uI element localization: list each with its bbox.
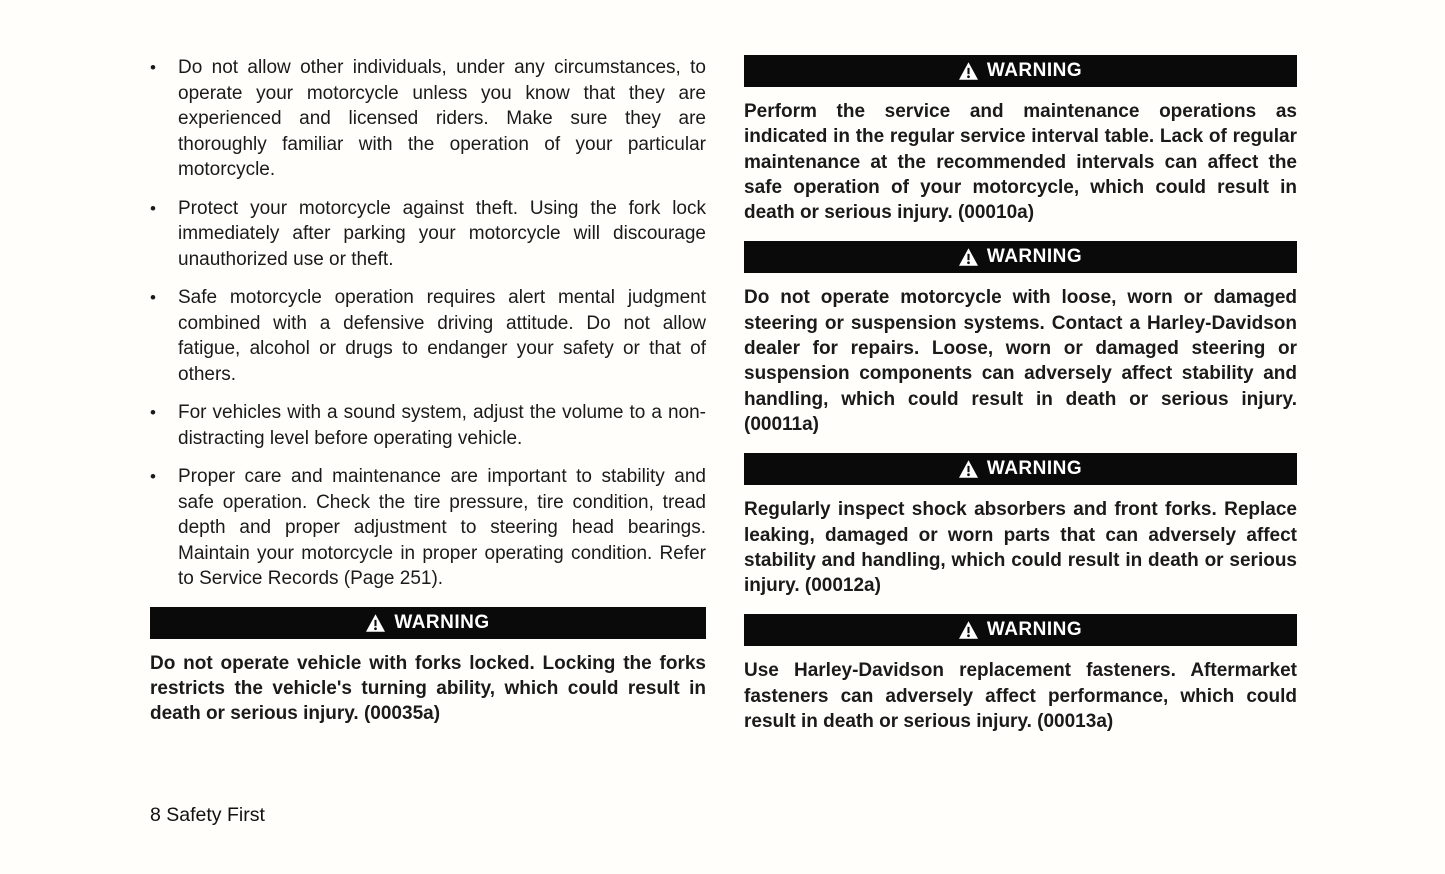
bullet-marker: • bbox=[150, 288, 156, 307]
bullet-marker: • bbox=[150, 467, 156, 486]
left-column bbox=[150, 55, 706, 742]
warning-banner bbox=[744, 453, 1297, 485]
warning-triangle-icon bbox=[959, 460, 978, 478]
warning-body: Perform the service and maintenance operations as indicated in the regular service interval table. Lack of regular maintenance at the recommended intervals can affect the safe operation of your motorcycle, which could result in death or serious injury. (00010a) bbox=[744, 101, 1297, 224]
warning-banner bbox=[150, 607, 706, 639]
bullet-marker: • bbox=[150, 198, 156, 218]
warning-triangle-icon bbox=[959, 248, 978, 266]
bullet-text: For vehicles with a sound system, adjust the volume to a non-distracting level before operating vehicle. bbox=[178, 402, 706, 449]
bullet-text: Do not allow other individuals, under any circumstances, to operate your motorcycle unless you know that they are experienced and licensed riders. Make sure they are thoroughly familiar with the operation of your particular motorcycle. bbox=[178, 57, 706, 180]
list-item bbox=[150, 285, 706, 387]
list-item bbox=[150, 55, 706, 183]
warning-banner bbox=[744, 241, 1297, 273]
warning-triangle-icon bbox=[959, 621, 978, 639]
bullet-text: Safe motorcycle operation requires alert mental judgment combined with a defensive driving attitude. Do not allow fatigue, alcohol or drugs to endanger your safety or that of others. bbox=[178, 287, 706, 385]
warning-body: Do not operate motorcycle with loose, worn or damaged steering or suspension systems. Contact a Harley-Davidson dealer for repairs. Loose, worn or damaged steering or suspension components can adversely affect stability and handling, which could result in death or serious injury. (00011a) bbox=[744, 287, 1297, 435]
bullet-text: Proper care and maintenance are important to stability and safe operation. Check the tire pressure, tire condition, tread depth and proper adjustment to steering head bearings. Maintain your motorcycle in proper operating condition. Refer to Service Records (Page 251). bbox=[178, 466, 706, 589]
warning-banner bbox=[744, 55, 1297, 87]
bullet-text: Protect your motorcycle against theft. Using the fork lock immediately after parking your motorcycle will discourage unauthorized use or theft. bbox=[178, 197, 706, 270]
list-item bbox=[150, 196, 706, 273]
list-item bbox=[150, 400, 706, 451]
warning-title: WARNING bbox=[986, 246, 1083, 268]
page-footer: 8 Safety First bbox=[150, 804, 265, 826]
warning-title: WARNING bbox=[986, 619, 1083, 641]
warning-triangle-icon bbox=[366, 614, 385, 632]
list-item bbox=[150, 464, 706, 592]
warning-title: WARNING bbox=[986, 458, 1083, 480]
warning-body: Regularly inspect shock absorbers and front forks. Replace leaking, damaged or worn parts that can adversely affect stability and handling, which could result in death or serious injury. (00012a) bbox=[744, 499, 1297, 597]
bullet-marker: • bbox=[150, 403, 156, 422]
warning-banner bbox=[744, 614, 1297, 646]
right-column bbox=[744, 55, 1297, 750]
warning-triangle-icon bbox=[959, 62, 978, 80]
bullet-marker: • bbox=[150, 58, 156, 77]
warning-title: WARNING bbox=[394, 611, 490, 633]
warning-body: Use Harley-Davidson replacement fasteners. Aftermarket fasteners can adversely affect performance, which could result in death or serious injury. (00013a) bbox=[744, 660, 1297, 733]
warning-body: Do not operate vehicle with forks locked. Locking the forks restricts the vehicle's turning ability, which could result in death or serious injury. (00035a) bbox=[150, 652, 706, 725]
warning-title: WARNING bbox=[986, 60, 1083, 81]
